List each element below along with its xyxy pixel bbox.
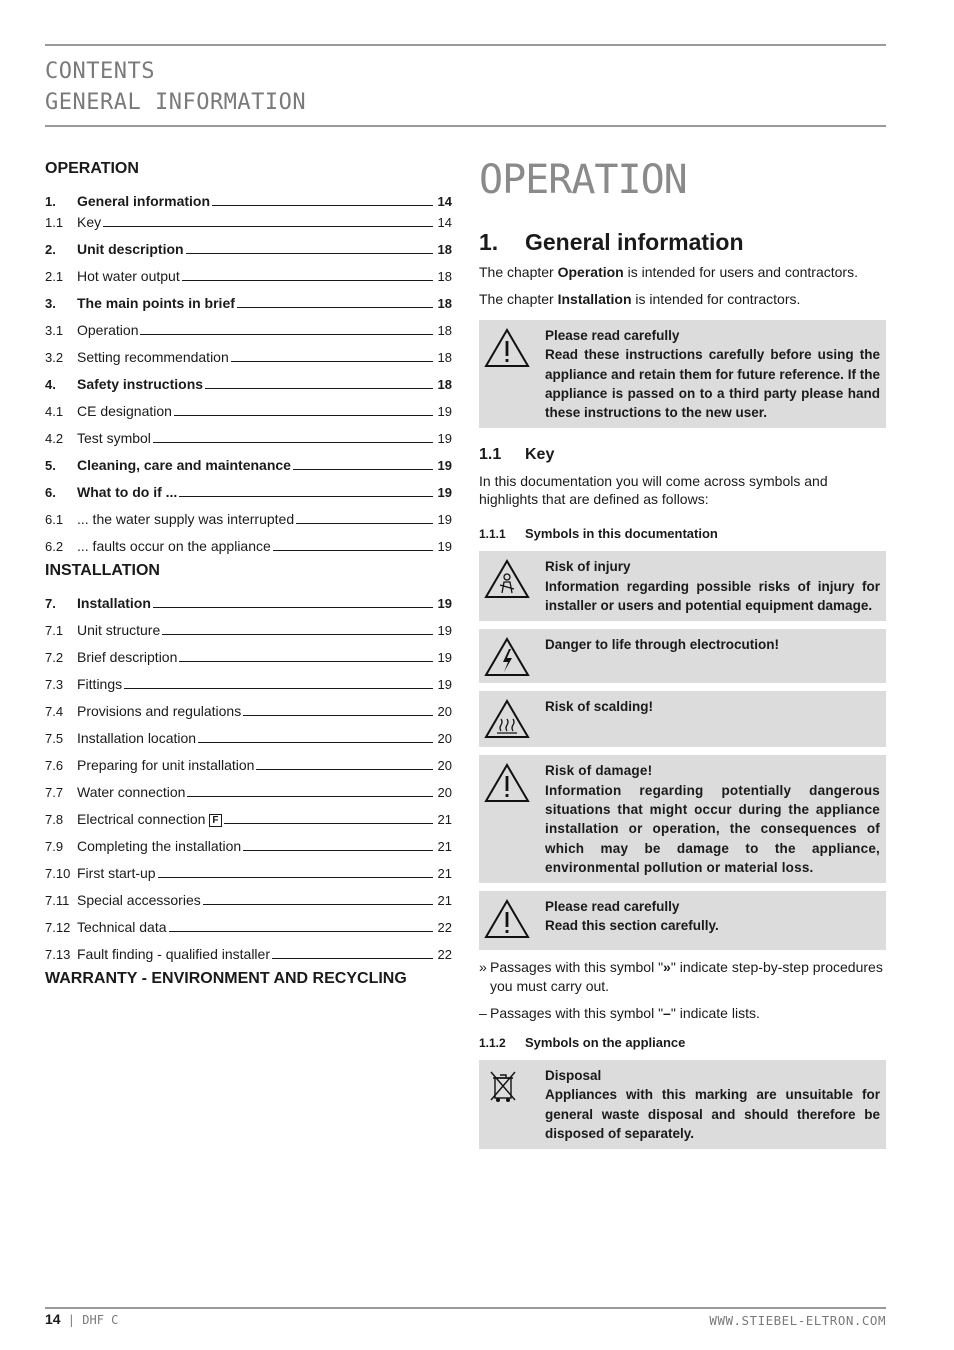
toc-entry[interactable] [45, 854, 452, 881]
chapter-title: OPERATION [479, 157, 687, 203]
toc-leader-line [169, 931, 433, 932]
toc-leader-line [203, 904, 433, 905]
warning-triangle-icon [483, 897, 545, 944]
toc-entry-page: 22 [437, 920, 452, 935]
toc-entry-title: Cleaning, care and maintenance [77, 457, 291, 473]
toc-entry-title: ... faults occur on the appliance [77, 538, 271, 554]
bold-term: Installation [557, 291, 632, 307]
f-symbol-badge: F [209, 814, 221, 827]
toc-installation-list [45, 584, 452, 962]
toc-entry-page: 18 [437, 296, 452, 311]
toc-entry-title: Fault finding - qualified installer [77, 946, 270, 962]
toc-entry-page: 19 [437, 512, 452, 527]
bold-term: Operation [557, 264, 624, 280]
toc-entry-page: 21 [437, 839, 452, 854]
toc-heading-operation: OPERATION [45, 160, 139, 177]
notice-body: Information regarding potentially dangerous situations that might occur during the appliance installation or operation, the consequences of which may be damage to the appliance, environmental pollution or material loss. [545, 782, 880, 875]
toc-entry-number: 6.1 [45, 512, 64, 527]
notice-title: Disposal [545, 1068, 602, 1084]
notice-title: Please read carefully [545, 328, 680, 343]
toc-leader-line [212, 205, 433, 206]
toc-entry-title: Test symbol [77, 430, 151, 446]
toc-leader-line [205, 388, 433, 389]
toc-entry-title: Hot water output [77, 268, 180, 284]
notice-scalding [479, 691, 886, 747]
toc-entry[interactable] [45, 419, 452, 446]
toc-entry[interactable] [45, 692, 452, 719]
toc-entry[interactable] [45, 392, 452, 419]
footer-rule [45, 1307, 886, 1309]
toc-entry-page: 19 [437, 623, 452, 638]
toc-entry-title: CE designation [77, 403, 172, 419]
symbol: – [663, 1005, 671, 1022]
notice-disposal [479, 1060, 886, 1149]
toc-entry-page: 19 [437, 650, 452, 665]
toc-entry-number: 3.2 [45, 350, 64, 365]
section-number: 1.1.2 [479, 1036, 506, 1051]
toc-entry[interactable] [45, 284, 452, 311]
main-content [479, 155, 886, 1157]
toc-entry-page: 19 [437, 431, 452, 446]
toc-entry-page: 20 [437, 731, 452, 746]
toc-leader-line [153, 607, 433, 608]
toc-entry-title: Brief description [77, 649, 178, 665]
toc-leader-line [243, 850, 433, 851]
notice-title: Risk of scalding! [545, 699, 654, 715]
section-title: Key [525, 446, 555, 464]
toc-entry-number: 5. [45, 458, 56, 473]
toc-entry[interactable] [45, 365, 452, 392]
toc-entry-title: Key [77, 214, 102, 230]
toc-entry-title: Provisions and regulations [77, 703, 242, 719]
toc-entry-number: 7.3 [45, 677, 64, 692]
toc-entry-number: 3. [45, 296, 56, 311]
toc-leader-line [224, 823, 433, 824]
toc-entry-number: 4. [45, 377, 56, 392]
toc-entry-title: Completing the installation [77, 838, 242, 854]
header-rule [45, 125, 886, 127]
toc-entry-title: ... the water supply was interrupted [77, 511, 295, 527]
injury-warning-icon [483, 557, 545, 615]
toc-entry-page: 18 [437, 377, 452, 392]
text: Passages with this symbol " [490, 959, 664, 976]
toc-heading-installation: INSTALLATION [45, 562, 160, 579]
toc-leader-line [153, 442, 433, 443]
chapter-installation-note [479, 290, 886, 308]
toc-entry[interactable] [45, 881, 452, 908]
toc-entry-number: 6. [45, 485, 56, 500]
electric-hazard-icon [483, 635, 545, 677]
toc-entry-page: 18 [437, 269, 452, 284]
toc-entry-page: 18 [437, 242, 452, 257]
toc-entry[interactable] [45, 611, 452, 638]
toc-entry-number: 7. [45, 596, 56, 611]
warning-triangle-icon [483, 761, 545, 877]
toc-entry-page: 18 [437, 323, 452, 338]
top-rule [45, 44, 886, 46]
toc-entry-page: 20 [437, 704, 452, 719]
toc-entry-number: 1.1 [45, 215, 64, 230]
toc-leader-line [231, 361, 433, 362]
toc-operation-list [45, 182, 452, 554]
toc-entry[interactable] [45, 827, 452, 854]
section-1-1-2-heading [479, 1035, 886, 1050]
footer-website: WWW.STIEBEL-ELTRON.COM [709, 1313, 886, 1328]
toc-entry-number: 7.2 [45, 650, 64, 665]
toc-leader-line [273, 550, 433, 551]
toc-entry-number: 7.9 [45, 839, 64, 854]
toc-entry-title: Preparing for unit installation [77, 757, 255, 773]
section-1-1-1-heading [479, 526, 886, 541]
text: " indicate lists. [670, 1005, 760, 1022]
notice-body: Appliances with this marking are unsuitable for general waste disposal and should therefore be disposed of separately. [545, 1087, 880, 1142]
toc-entry[interactable] [45, 473, 452, 500]
footer-page-info [45, 1311, 118, 1327]
bullet-marker: » [479, 959, 487, 976]
page-number: 14 [45, 1311, 61, 1327]
toc-leader-line [158, 877, 433, 878]
notice-risk-of-damage [479, 755, 886, 883]
text: The chapter [479, 264, 558, 280]
toc-entry-title: Installation location [77, 730, 197, 746]
text: is intended for users and contractors. [623, 264, 858, 280]
warning-triangle-icon [483, 326, 545, 422]
toc-entry-title: The main points in brief [77, 295, 235, 311]
toc-entry[interactable] [45, 446, 452, 473]
notice-body: Information regarding possible risks of injury for installer or users and potential equipment damage. [545, 578, 880, 614]
toc-entry-number: 3.1 [45, 323, 64, 338]
toc-entry-title: Installation [77, 595, 151, 611]
toc-entry-number: 2.1 [45, 269, 64, 284]
toc-entry[interactable] [45, 746, 452, 773]
notice-read-carefully [479, 320, 886, 428]
toc-entry-title: Operation [77, 322, 139, 338]
toc-entry-number: 4.2 [45, 431, 64, 446]
toc-entry-title: What to do if ... [77, 484, 178, 500]
toc-entry-page: 19 [437, 596, 452, 611]
header-line-2: GENERAL INFORMATION [45, 90, 307, 115]
toc-leader-line [140, 334, 433, 335]
toc-leader-line [237, 307, 433, 308]
toc-entry-page: 14 [437, 194, 452, 209]
bullet-marker: – [479, 1005, 487, 1022]
toc-entry-number: 7.13 [45, 947, 71, 962]
toc-entry[interactable] [45, 209, 452, 230]
toc-entry-number: 7.12 [45, 920, 71, 935]
toc-entry-page: 14 [437, 215, 452, 230]
section-1-heading [479, 227, 886, 257]
toc-entry-number: 7.8 [45, 812, 64, 827]
toc-entry-title: Unit structure [77, 622, 161, 638]
toc-leader-line [179, 661, 433, 662]
section-title: General information [525, 229, 744, 255]
notice-electrocution [479, 629, 886, 683]
notice-body: Read this section carefully. [545, 918, 719, 934]
text: The chapter [479, 291, 558, 307]
toc-entry[interactable] [45, 230, 452, 257]
notice-risk-of-injury [479, 551, 886, 621]
section-number: 1. [479, 229, 499, 255]
toc-entry-title: Setting recommendation [77, 349, 229, 365]
toc-entry-number: 1. [45, 194, 56, 209]
toc-entry-title: Special accessories [77, 892, 201, 908]
toc-entry-page: 19 [437, 539, 452, 554]
toc-entry-page: 21 [437, 866, 452, 881]
toc-entry-number: 7.1 [45, 623, 64, 638]
toc-entry-title: Technical data [77, 919, 167, 935]
toc-entry[interactable] [45, 773, 452, 800]
document-code: DHF C [82, 1313, 119, 1327]
toc-entry-page: 20 [437, 758, 452, 773]
table-of-contents [45, 160, 452, 992]
page-header [45, 56, 306, 118]
notice-body: Read these instructions carefully before using the appliance and retain them for future reference. If the appliance is passed on to a third party please hand these instructions to the new user. [545, 347, 880, 421]
toc-leader-line [243, 715, 433, 716]
toc-entry[interactable] [45, 665, 452, 692]
toc-entry-number: 7.5 [45, 731, 64, 746]
section-title: Symbols on the appliance [525, 1035, 686, 1051]
notice-title: Please read carefully [545, 899, 680, 915]
toc-entry-page: 19 [437, 458, 452, 473]
toc-entry-title: Electrical connection [77, 811, 206, 827]
legend-text [490, 958, 886, 996]
legend-list-symbol [479, 1004, 886, 1023]
toc-entry-number: 7.10 [45, 866, 71, 881]
toc-entry-number: 7.7 [45, 785, 64, 800]
toc-entry-page: 19 [437, 677, 452, 692]
section-1-1-heading [479, 446, 886, 464]
toc-entry-page: 22 [437, 947, 452, 962]
toc-leader-line [293, 469, 433, 470]
toc-leader-line [296, 523, 433, 524]
section-number: 1.1.1 [479, 527, 506, 542]
toc-entry-number: 4.1 [45, 404, 64, 419]
toc-leader-line [124, 688, 433, 689]
toc-leader-line [186, 253, 433, 254]
toc-entry-number: 6.2 [45, 539, 64, 554]
symbol: » [663, 959, 671, 976]
toc-leader-line [182, 280, 433, 281]
notice-read-section [479, 891, 886, 950]
toc-entry[interactable] [45, 638, 452, 665]
toc-entry-page: 21 [437, 812, 452, 827]
legend-text [490, 1004, 760, 1023]
toc-entry[interactable] [45, 719, 452, 746]
toc-leader-line [162, 634, 433, 635]
toc-entry[interactable] [45, 257, 452, 284]
toc-entry[interactable] [45, 500, 452, 527]
crossed-bin-icon [483, 1066, 545, 1143]
toc-entry-page: 19 [437, 404, 452, 419]
toc-entry-number: 7.6 [45, 758, 64, 773]
key-intro: In this documentation you will come across symbols and highlights that are defined as follows: [479, 473, 828, 508]
toc-entry-page: 18 [437, 350, 452, 365]
toc-entry[interactable] [45, 908, 452, 935]
hot-surface-icon [483, 697, 545, 741]
toc-entry-title: General information [77, 193, 211, 209]
toc-leader-line [179, 496, 433, 497]
toc-entry[interactable] [45, 311, 452, 338]
toc-leader-line [198, 742, 433, 743]
separator: | [60, 1313, 83, 1327]
text: is intended for contractors. [631, 291, 801, 307]
section-title: Symbols in this documentation [525, 526, 718, 542]
legend-step-symbol [479, 958, 886, 996]
section-number: 1.1 [479, 446, 502, 464]
toc-entry[interactable] [45, 584, 452, 611]
toc-entry[interactable] [45, 182, 452, 209]
toc-leader-line [174, 415, 433, 416]
text: " indicate step-by-step procedures you must carry out. [490, 959, 883, 995]
chapter-operation-note [479, 263, 886, 281]
toc-entry[interactable] [45, 527, 452, 554]
toc-leader-line [272, 958, 433, 959]
notice-title: Risk of injury [545, 559, 631, 575]
toc-entry-title: First start-up [77, 865, 156, 881]
toc-entry-page: 20 [437, 785, 452, 800]
header-line-1: CONTENTS [45, 59, 155, 84]
toc-leader-line [103, 226, 433, 227]
toc-leader-line [187, 796, 433, 797]
toc-entry-title: Water connection [77, 784, 186, 800]
toc-entry[interactable] [45, 935, 452, 962]
notice-title: Risk of damage! [545, 763, 653, 779]
toc-entry-title: Fittings [77, 676, 123, 692]
toc-heading-warranty: WARRANTY - ENVIRONMENT AND RECYCLING [45, 970, 407, 987]
toc-entry-number: 7.4 [45, 704, 64, 719]
toc-entry-number: 2. [45, 242, 56, 257]
toc-entry[interactable] [45, 338, 452, 365]
toc-leader-line [256, 769, 433, 770]
toc-entry-page: 21 [437, 893, 452, 908]
toc-entry-title: Unit description [77, 241, 184, 257]
notice-title: Danger to life through electrocution! [545, 637, 780, 653]
toc-entry[interactable] [45, 800, 452, 827]
text: Passages with this symbol " [490, 1005, 664, 1022]
toc-entry-page: 19 [437, 485, 452, 500]
toc-entry-number: 7.11 [45, 893, 70, 908]
toc-entry-title: Safety instructions [77, 376, 204, 392]
